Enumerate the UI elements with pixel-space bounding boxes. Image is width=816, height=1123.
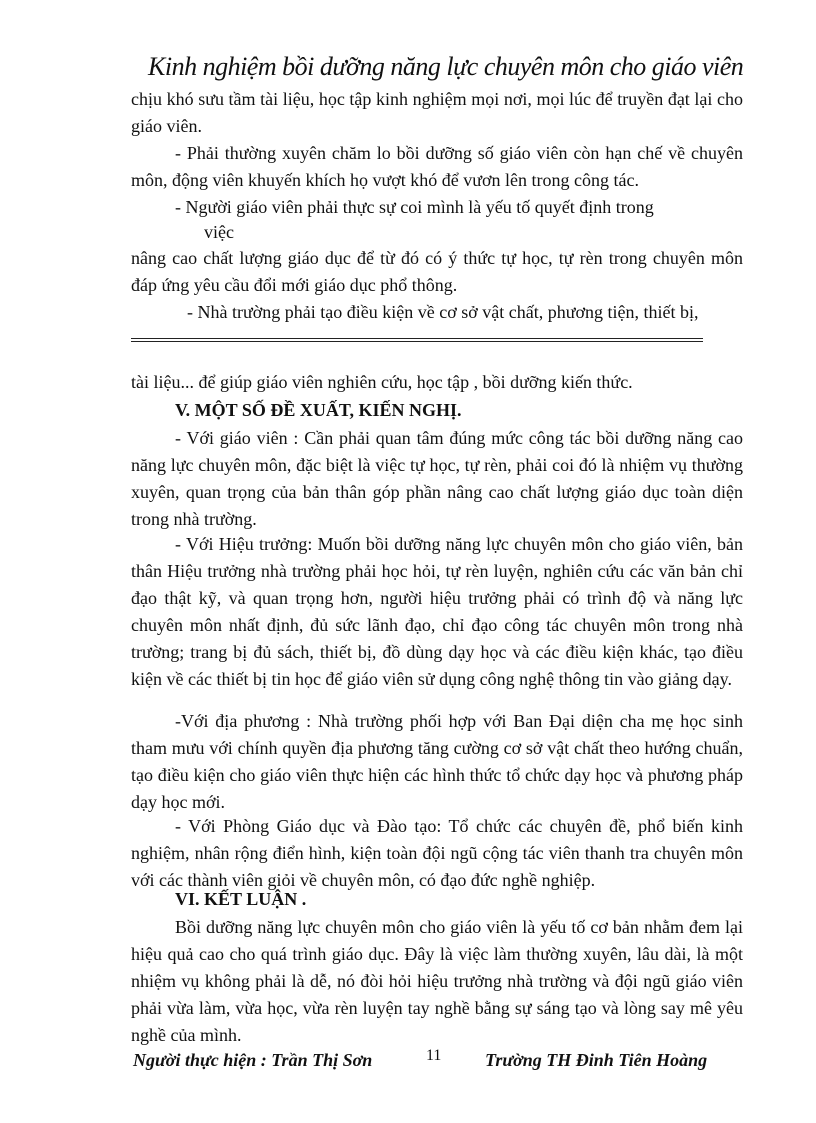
paragraph-education-office: - Với Phòng Giáo dục và Đào tạo: Tổ chức các chuyên đề, phổ biến kinh nghiệm, nhân rộng điển hình, kiện toàn đội ngũ cộng tác viên thanh tra chuyên môn với các thành viên giỏi về chuyên môn, có đạo đức nghề nghiệp. (131, 816, 743, 890)
paragraph-regular-training: - Phải thường xuyên chăm lo bồi dưỡng số giáo viên còn hạn chế về chuyên môn, động viên khuyến khích họ vượt khó để vươn lên trong công tác. (131, 143, 743, 190)
footnote-divider-top (131, 338, 703, 339)
section-heading-vi: VI. KẾT LUẬN . (175, 889, 307, 909)
paragraph-teacher-role-line1: - Người giáo viên phải thực sự coi mình là yếu tố quyết định trong (175, 197, 654, 217)
paragraph-quality: nâng cao chất lượng giáo dục để từ đó có ý thức tự học, tự rèn trong chuyên môn đáp ứng yêu cầu đổi mới giáo dục phổ thông. (131, 248, 743, 295)
paragraph-principal: - Với Hiệu trưởng: Muốn bồi dưỡng năng lực chuyên môn cho giáo viên, bản thân Hiệu trưởng nhà trường phải học hỏi, tự rèn luyện, nghiên cứu các văn bản chỉ đạo thật kỹ, và quan trọng hơn, người hiệu trưởng phải có trình độ và năng lực chuyên môn nhất định, đủ sức lãnh đạo, chỉ đạo công tác chuyên môn trong nhà trường; trang bị đủ sách, thiết bị, đồ dùng dạy học và các điều kiện khác, tạo điều kiện về các thiết bị tin học để giáo viên sử dụng công nghệ thông tin vào giảng dạy. (131, 534, 743, 689)
footer-school: Trường TH Đinh Tiên Hoàng (485, 1050, 708, 1070)
paragraph-locality: -Với địa phương : Nhà trường phối hợp với Ban Đại diện cha mẹ học sinh tham mưu với chính quyền địa phương tăng cường cơ sở vật chất theo hướng chuẩn, tạo điều kiện cho giáo viên thực hiện các hình thức tổ chức dạy học và phương pháp dạy học mới. (131, 711, 743, 812)
page-header-title: Kinh nghiệm bồi dưỡng năng lực chuyên môn cho giáo viên (148, 52, 744, 81)
paragraph-conclusion: Bồi dưỡng năng lực chuyên môn cho giáo viên là yếu tố cơ bản nhằm đem lại hiệu quả cao cho quá trình giáo dục. Đây là việc làm thường xuyên, lâu dài, là một nhiệm vụ không phải là dễ, nó đòi hỏi hiệu trưởng nhà trường và đội ngũ giáo viên phải vừa làm, vừa học, vừa rèn luyện tay nghề bằng sự sáng tạo và lòng say mê yêu nghề của mình. (131, 917, 743, 1045)
page-number: 11 (426, 1047, 442, 1064)
paragraph-materials: tài liệu... để giúp giáo viên nghiên cứu, học tập , bồi dưỡng kiến thức. (131, 372, 633, 392)
paragraph-school-conditions: - Nhà trường phải tạo điều kiện về cơ sở vật chất, phương tiện, thiết bị, (187, 302, 699, 322)
footer-author: Người thực hiện : Trần Thị Sơn (133, 1050, 373, 1070)
paragraph-teachers: - Với giáo viên : Cần phải quan tâm đúng mức công tác bồi dưỡng năng cao năng lực chuyên môn, đặc biệt là việc tự học, tự rèn, phải coi đó là nhiệm vụ thường xuyên, quan trọng của bản thân góp phần nâng cao chất lượng giáo dục toàn diện trong nhà trường. (131, 428, 743, 529)
section-heading-v: V. MỘT SỐ ĐỀ XUẤT, KIẾN NGHỊ. (175, 400, 462, 420)
paragraph-teacher-role-line2: việc (204, 222, 234, 242)
footnote-divider-bottom (131, 341, 703, 342)
paragraph-continuation: chịu khó sưu tầm tài liệu, học tập kinh nghiệm mọi nơi, mọi lúc để truyền đạt lại cho giáo viên. (131, 89, 743, 136)
